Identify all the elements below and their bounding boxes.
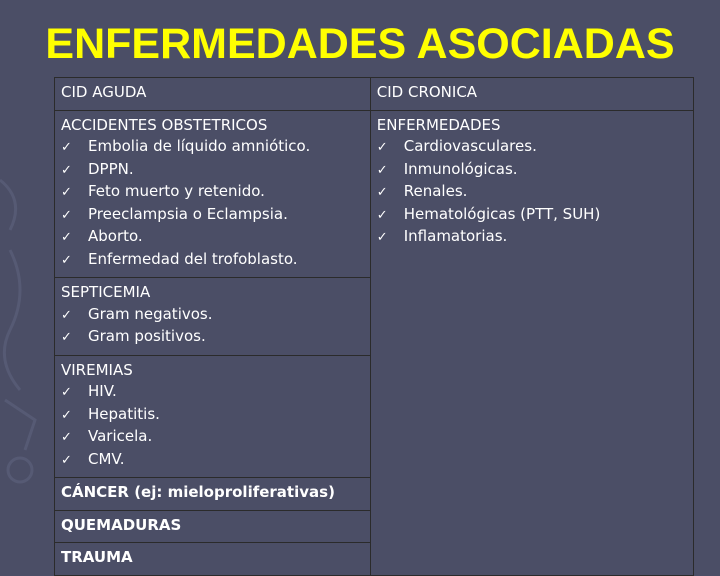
check-icon: ✓	[61, 407, 72, 423]
list-item: ✓ Gram positivos.	[61, 326, 364, 349]
list-item: ✓ Cardiovasculares.	[377, 136, 687, 159]
list-item: ✓ Renales.	[377, 181, 687, 204]
check-icon: ✓	[61, 185, 72, 200]
septicemia-cell	[55, 278, 371, 356]
list-item: ✓ Embolia de líquido amniótico.	[61, 136, 364, 159]
check-icon: ✓	[61, 385, 72, 400]
trauma-cell	[55, 543, 371, 576]
list-item: ✓ Feto muerto y retenido.	[61, 181, 364, 204]
list-item: ✓ CMV.	[61, 449, 364, 472]
chronic-heading: ENFERMEDADES	[376, 115, 501, 134]
list-item: ✓ Preeclampsia o Eclampsia.	[61, 204, 364, 227]
check-icon: ✓	[61, 430, 72, 445]
burns-heading: QUEMADURAS	[61, 515, 182, 534]
check-icon: ✓	[61, 307, 72, 323]
septicemia-heading: SEPTICEMIA	[61, 283, 151, 301]
viremias-cell	[55, 355, 371, 478]
cancer-heading: CÁNCER (ej: mieloproliferativas)	[61, 483, 335, 501]
septicemia-list	[61, 304, 364, 349]
viremias-heading: VIREMIAS	[61, 360, 133, 379]
obstetric-list	[61, 136, 364, 271]
list-item: ✓ Hepatitis.	[61, 404, 364, 427]
check-icon: ✓	[376, 162, 388, 178]
trauma-heading: TRAUMA	[61, 548, 133, 566]
list-item: ✓ Gram negativos.	[61, 304, 364, 327]
check-icon: ✓	[376, 230, 388, 245]
diseases-table	[54, 77, 694, 576]
obstetric-heading: ACCIDENTES OBSTETRICOS	[61, 115, 268, 134]
list-item: ✓ Varicela.	[61, 426, 364, 449]
check-icon: ✓	[61, 140, 72, 155]
check-icon: ✓	[376, 207, 388, 223]
list-item: ✓ HIV.	[61, 381, 364, 404]
check-icon: ✓	[376, 140, 388, 155]
check-icon: ✓	[61, 452, 72, 468]
chronic-cell	[370, 110, 693, 575]
chronic-list	[377, 136, 687, 249]
list-item: ✓ DPPN.	[61, 159, 364, 182]
check-icon: ✓	[61, 162, 72, 178]
list-item: ✓ Aborto.	[61, 226, 364, 249]
check-icon: ✓	[61, 252, 72, 268]
header-acute: CID AGUDA	[55, 78, 371, 111]
list-item: ✓ Hematológicas (PTT, SUH)	[377, 204, 687, 227]
list-item: ✓ Inflamatorias.	[377, 226, 687, 249]
table-header-row	[55, 78, 694, 111]
viremias-list	[61, 381, 364, 471]
check-icon: ✓	[61, 230, 72, 245]
list-item: ✓ Inmunológicas.	[377, 159, 687, 182]
list-item: ✓ Enfermedad del trofoblasto.	[61, 249, 364, 272]
cancer-cell	[55, 478, 371, 511]
header-chronic: CID CRONICA	[370, 78, 693, 111]
check-icon: ✓	[61, 207, 72, 223]
check-icon: ✓	[61, 330, 72, 345]
page-title: ENFERMEDADES ASOCIADAS	[45, 20, 675, 68]
table-row	[55, 110, 694, 278]
check-icon: ✓	[376, 185, 388, 200]
burns-cell	[55, 510, 371, 543]
obstetric-cell	[55, 110, 371, 278]
